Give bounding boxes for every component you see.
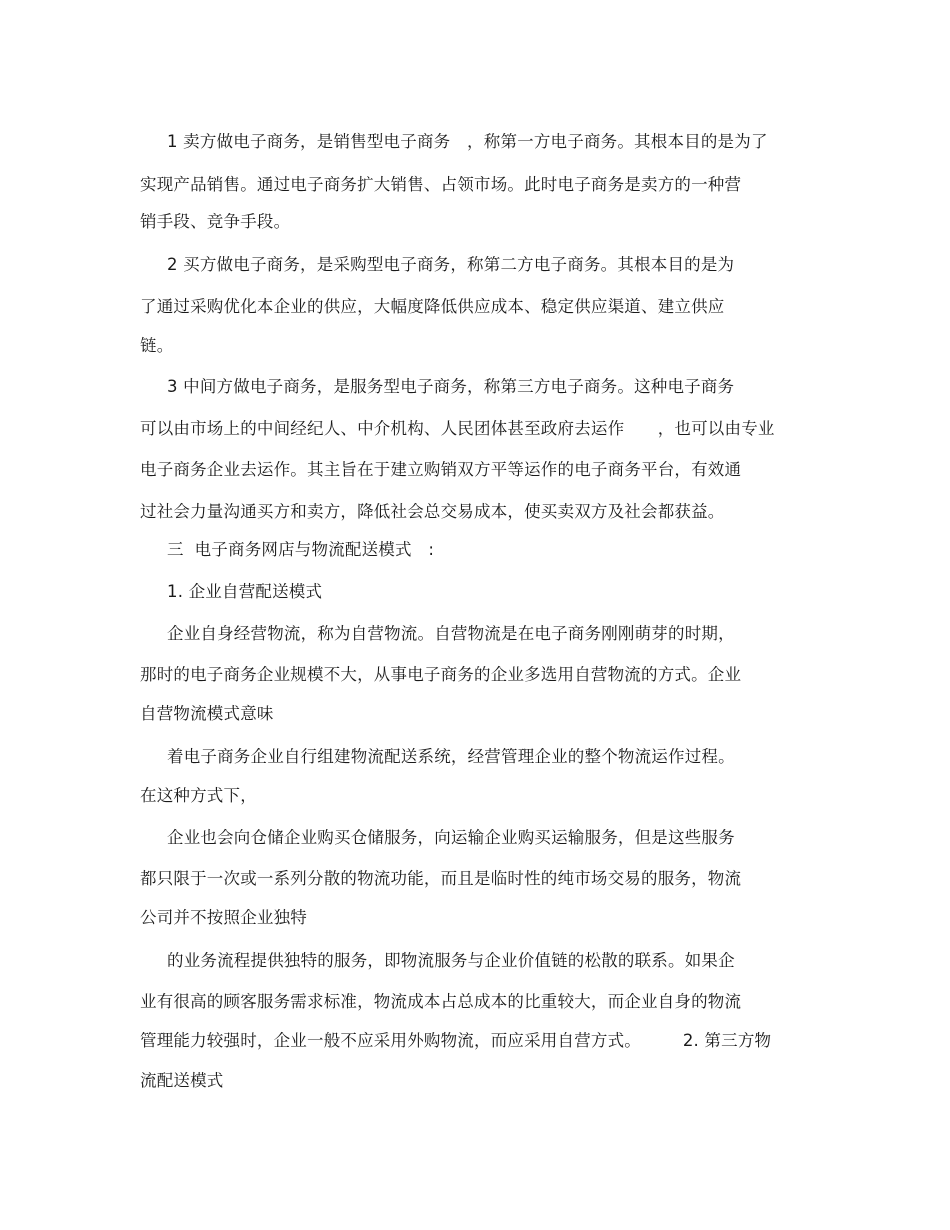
text-line: 管理能力较强时，企业一般不应采用外购物流，而应采用自营方式。 2. 第三方物 [140, 1031, 772, 1050]
text-line: 都只限于一次或一系列分散的物流功能，而且是临时性的纯市场交易的服务，物流 [140, 869, 742, 888]
text-line: 业有很高的顾客服务需求标准，物流成本占总成本的比重较大，而企业自身的物流 [140, 992, 742, 1011]
text-line: 销手段、竞争手段。 [140, 212, 291, 231]
text-line: 企业也会向仓储企业购买仓储服务，向运输企业购买运输服务，但是这些服务 [167, 828, 735, 847]
text-line: 了通过采购优化本企业的供应，大幅度降低供应成本、稳定供应渠道、建立供应 [140, 297, 725, 316]
text-line: 2 买方做电子商务，是采购型电子商务，称第二方电子商务。其根本目的是为 [167, 255, 735, 274]
text-line: 的业务流程提供独特的服务，即物流服务与企业价值链的松散的联系。如果企 [167, 951, 735, 970]
text-line: 链。 [140, 336, 174, 355]
text-line: 公司并不按照企业独特 [140, 908, 307, 927]
section-heading: 三 电子商务网店与物流配送模式 : [167, 540, 435, 559]
text-line: 可以由市场上的中间经纪人、中介机构、人民团体甚至政府去运作 ，也可以由专业 [140, 419, 775, 438]
text-line: 自营物流模式意味 [140, 704, 274, 723]
text-line: 企业自身经营物流，称为自营物流。自营物流是在电子商务刚刚萌芽的时期， [167, 624, 735, 643]
text-line: 1 卖方做电子商务，是销售型电子商务 ，称第一方电子商务。其根本目的是为了 [167, 132, 768, 151]
text-line: 电子商务企业去运作。其主旨在于建立购销双方平等运作的电子商务平台，有效通 [140, 460, 742, 479]
text-line: 3 中间方做电子商务，是服务型电子商务，称第三方电子商务。这种电子商务 [167, 377, 735, 396]
text-line: 那时的电子商务企业规模不大，从事电子商务的企业多选用自营物流的方式。企业 [140, 665, 742, 684]
text-line: 流配送模式 [140, 1071, 224, 1090]
text-line: 在这种方式下， [140, 786, 257, 805]
text-line: 过社会力量沟通买方和卖方，降低社会总交易成本，使买卖双方及社会都获益。 [140, 502, 725, 521]
text-line: 着电子商务企业自行组建物流配送系统，经营管理企业的整个物流运作过程。 [167, 747, 735, 766]
text-line: 实现产品销售。通过电子商务扩大销售、占领市场。此时电子商务是卖方的一种营 [140, 175, 742, 194]
subsection-heading: 1. 企业自营配送模式 [167, 582, 323, 601]
